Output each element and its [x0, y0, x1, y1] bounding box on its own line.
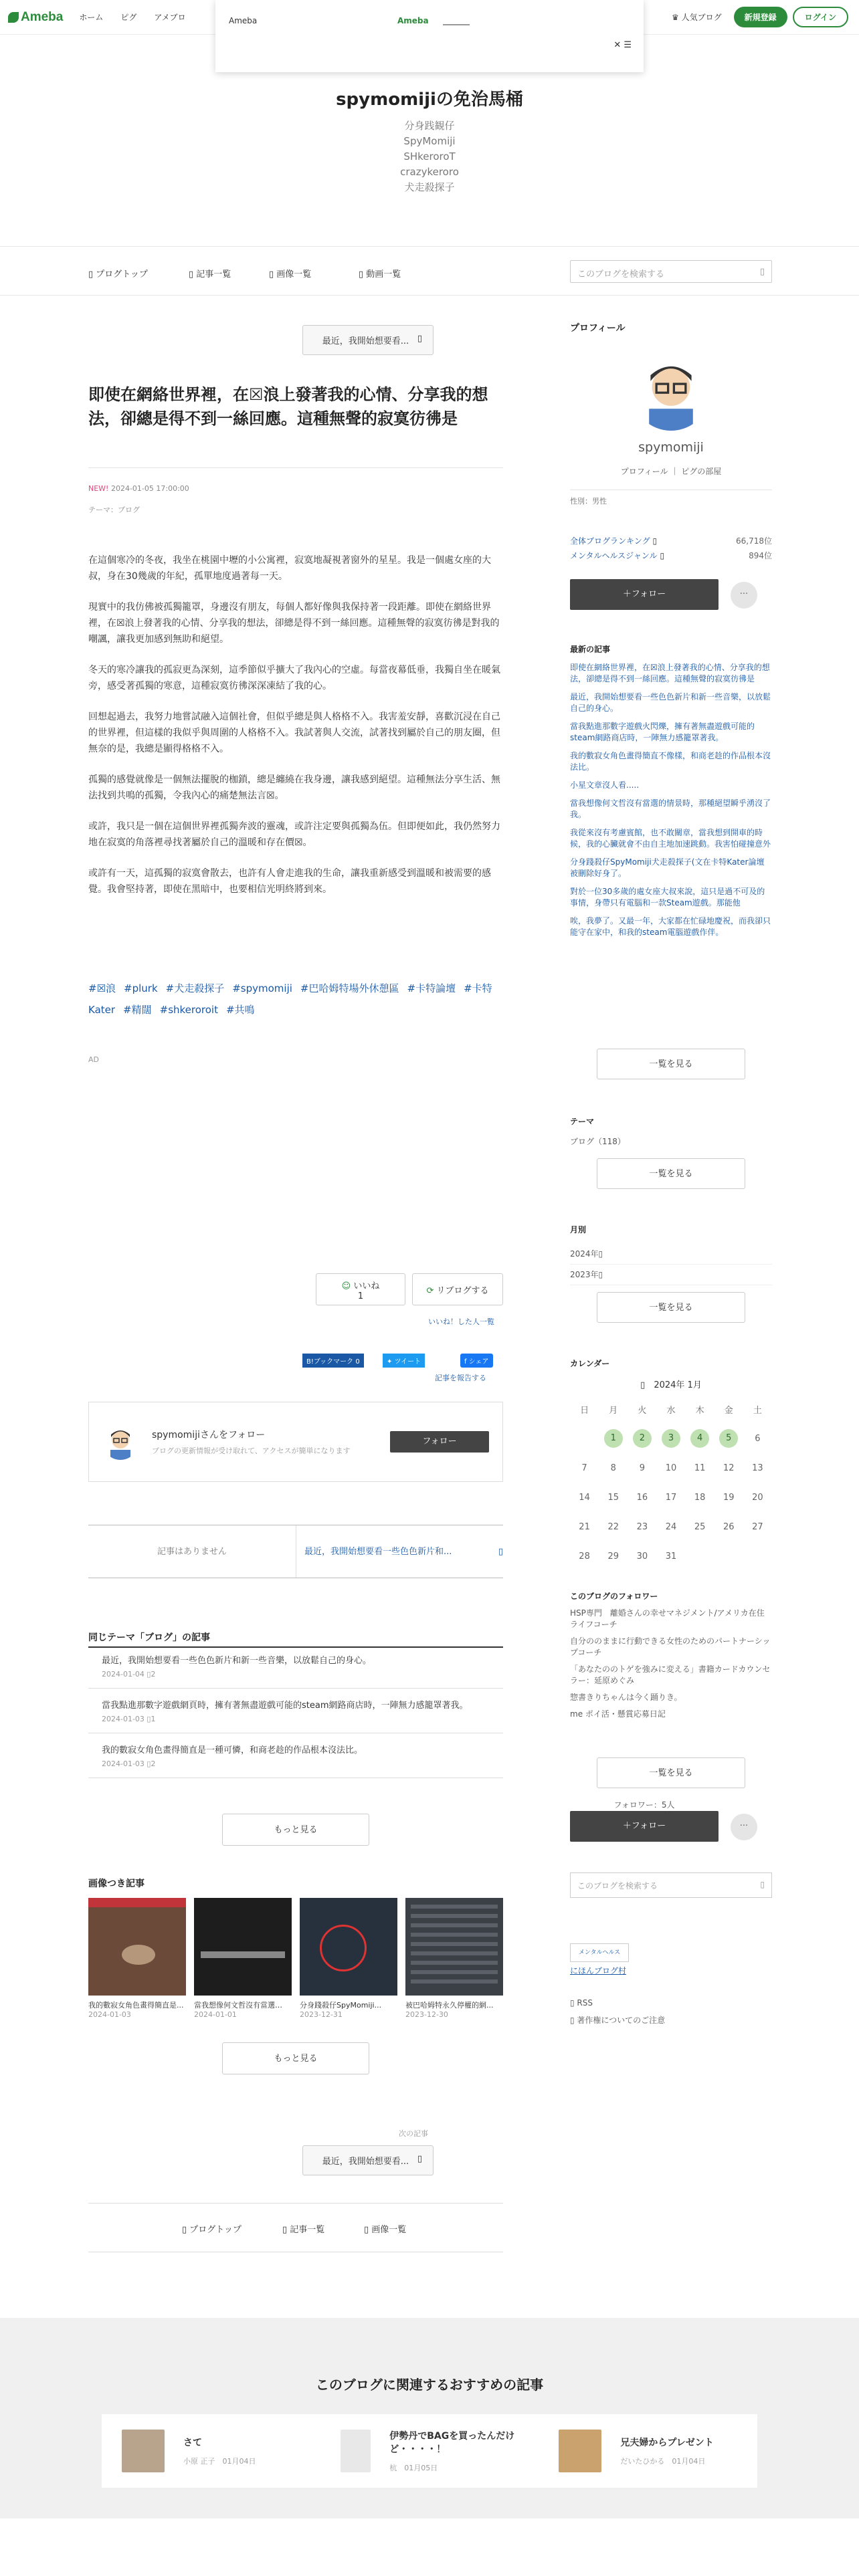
title-divider: [88, 467, 503, 468]
follow-button[interactable]: ＋フォロー: [570, 579, 719, 610]
nav-blog-top[interactable]: ▯ プログトップ: [88, 270, 148, 280]
next-entry-label: 次の記事: [399, 2129, 428, 2138]
nav-entry-list[interactable]: ▯ 記事一覧: [282, 2225, 325, 2235]
follower-item[interactable]: me ポイ活・懸賞応募日記: [570, 1709, 666, 1719]
search-icon[interactable]: ▯: [759, 267, 765, 277]
blogmura-link[interactable]: にほんブログ村: [570, 1966, 627, 1975]
ad-label: AD: [88, 1055, 99, 1064]
profile-links: プロフィール ｜ ピグの部屋: [620, 467, 722, 476]
calendar-heading: カレンダー: [570, 1359, 610, 1368]
tweet-button[interactable]: ✦ ツイート: [383, 1354, 425, 1368]
monthly-more-button[interactable]: 一覧を見る: [597, 1292, 745, 1323]
image-card[interactable]: 分身踐殺仔SpyMomiji... 2023-12-31: [300, 1898, 397, 2019]
recent-item[interactable]: 唉，我夢了。又最一年，大家都在忙碌地慶祝，而我卻只能守在家中，和我的steam電腦遊戲作伴。: [570, 916, 771, 937]
image-entries-heading: 画像つき記事: [88, 1879, 145, 1889]
recommend-card[interactable]: 兄夫婦からプレゼント だいたひかる 01月04日: [539, 2414, 757, 2488]
ranking: 全体ブログランキング ▯ 66,718位 メンタルヘルスジャンル ▯ 894位: [570, 536, 772, 560]
more-button[interactable]: もっと見る: [222, 1814, 369, 1846]
recommend-heading: このブログに関連するおすすめの記事: [315, 2377, 544, 2393]
recommend-section: [0, 2318, 859, 2518]
nav-pigg[interactable]: ピグ: [120, 13, 137, 22]
report-link[interactable]: 記事を報告する: [435, 1374, 486, 1382]
nav-image-list[interactable]: ▯ 画像一覧: [269, 270, 312, 280]
recent-item[interactable]: 當我點進那數字遊戲火閃爍，擁有著無盡遊戲可能的steam網路商店時，一陣無力感籠罩著我。: [570, 722, 755, 742]
monthly-list: [570, 1244, 772, 1285]
theme-heading: テーマ: [570, 1117, 595, 1126]
sidebar-search-input[interactable]: このブログを検索する ▯: [570, 1872, 772, 1898]
like-list-link[interactable]: いいね！した人一覧: [428, 1317, 494, 1326]
profile-name[interactable]: spymomiji: [638, 440, 704, 455]
rss-link[interactable]: ▯ RSS: [570, 1998, 593, 2008]
month-item[interactable]: 2023年▯: [570, 1265, 772, 1285]
like-icon: ☺: [341, 1281, 351, 1291]
hashtag[interactable]: #犬走殺探子: [165, 982, 225, 994]
nav-image-list[interactable]: ▯ 画像一覧: [364, 2225, 407, 2235]
mental-health-badge[interactable]: メンタルヘルス: [570, 1943, 629, 1962]
prev-entry: 記事はありません: [157, 1547, 227, 1557]
search-icon[interactable]: ▯: [760, 1880, 765, 1889]
list-item[interactable]: 最近，我開始想要看一些色色新片和新一些音樂，以放鬆自己的身心。 2024-01-04 ▯2: [88, 1648, 503, 1689]
nav-video-list[interactable]: ▯ 動画一覧: [359, 270, 401, 280]
follower-list: [570, 1608, 772, 1725]
calendar-title: ▯ 2024年 1月: [640, 1380, 702, 1390]
recommend-card[interactable]: さて 小原 正子 01月04日: [102, 2414, 320, 2488]
recent-heading: 最新の記事: [570, 645, 611, 654]
blog-header: [0, 86, 859, 195]
blog-nav: [0, 246, 859, 296]
nav-ameblo[interactable]: アメブロ: [154, 13, 186, 22]
follower-heading: このブログのフォロワー: [570, 1592, 658, 1601]
pigg-room-link[interactable]: ピグの部屋: [681, 467, 722, 476]
dropdown-tab[interactable]: Ameba: [397, 16, 429, 25]
nav-blog-top[interactable]: ▯ プログトップ: [182, 2225, 242, 2235]
month-item[interactable]: 2024年▯: [570, 1244, 772, 1265]
follow-button-2[interactable]: ＋フォロー: [570, 1811, 719, 1842]
hashtag[interactable]: #精闊: [123, 1004, 152, 1016]
follower-more-button[interactable]: 一覧を見る: [597, 1757, 745, 1788]
pager: [88, 1525, 503, 1578]
profile-avatar[interactable]: [632, 352, 710, 431]
same-theme-list: [88, 1646, 503, 1778]
twitter-icon: ✦: [387, 1358, 393, 1366]
nav-entry-list[interactable]: ▯ 記事一覧: [189, 270, 231, 280]
follow-card-button[interactable]: フォロー: [390, 1431, 489, 1453]
same-theme-heading: 同じテーマ「ブログ」の記事: [88, 1632, 210, 1643]
facebook-share-button[interactable]: f シェア: [460, 1354, 493, 1368]
reblog-button[interactable]: ⟳ リブログする: [412, 1273, 503, 1305]
theme-more-button[interactable]: 一覧を見る: [597, 1158, 745, 1189]
blog-title[interactable]: spymomijiの免治馬桶: [336, 90, 523, 110]
image-card[interactable]: 被巴哈姆特永久停權的網... 2023-12-30: [405, 1898, 503, 2019]
more-options-icon[interactable]: ···: [731, 582, 757, 609]
follow-card-desc: ブログの更新情報が受け取れて、アクセスが簡単になります: [152, 1446, 351, 1455]
ameba-logo[interactable]: Ameba: [8, 10, 63, 25]
hashtag[interactable]: #卡特論壇: [407, 982, 456, 994]
profile-heading: プロフィール: [570, 323, 626, 334]
article-title: 即使在網絡世界裡，在☒浪上發著我的心情、分享我的想法，卻總是得不到一絲回應。這種無聲的寂寞彷彿是: [88, 385, 488, 428]
copyright-link[interactable]: ▯ 著作権についてのご注意: [570, 2016, 666, 2025]
avatar: [102, 1424, 138, 1460]
next-entry[interactable]: 最近，我開始想要看一些色色新片和... ▯: [296, 1525, 503, 1578]
hashtag[interactable]: #spymomiji: [232, 982, 292, 994]
follower-count: フォロワー：5人: [613, 1800, 675, 1810]
list-item[interactable]: 當我點進那數字遊戲網頁時，擁有著無盡遊戲可能的steam網路商店時，一陣無力感籠罩著我。 2024-01-03 ▯1: [88, 1689, 503, 1733]
leaf-icon: [8, 12, 19, 23]
recent-item[interactable]: 對於一位30多歲的處女座大叔來說，這只是過不可及的事情，身帶只有電腦和一款Steam遊戲。那能他: [570, 887, 765, 907]
hashtag[interactable]: #卡特Kater: [88, 982, 492, 1016]
hashtag[interactable]: #巴哈姆特場外休憩區: [300, 982, 399, 994]
hashtag[interactable]: #shkeroroit: [159, 1004, 218, 1016]
article-body: 在這個寒冷的冬夜，我坐在桃園中壢的小公寓裡，寂寞地凝視著窗外的星星。我是一個處女座的大叔，身在30幾歲的年紀，孤單地度過著每一天。 現實中的我仿佛被孤獨籠罩，身邊沒有朋友，每個人都好像與我保持著一段距離。即使在網絡世界裡，在☒浪上發著我的心情、分享我的想法，卻總是得不到一絲回應。這種無聲的寂寞彷彿是對我的嘲諷，讓我更加感到無助和絕望。 冬天的寒冷讓我的孤寂更為深刻，這季節似乎擴大了我內心的空虛。每當夜幕低垂，我獨自坐在暖氣旁，感受著孤獨的寒意，這種寂寞彷彿深深凍結了我的心。 回想起過去，我努力地嘗試融入這個社會，但似乎總是與人格格不入。我害羞安靜，喜歡沉浸在自己的世界裡，但這樣的我似乎與周圍的人格格不入。我試著與人交流，試著找到屬於自己的朋友圈，但無奈的是，我總是顯得格格不入。 孤獨的感覺就像是一個無法擺脫的枷鎖，總是纏繞在我身邊，讓我感到絕望。這種無法分享生活、無法找到共鳴的孤獨，令我內心的痛楚無法言☒。 或許，我只是一個在這個世界裡孤獨奔波的靈魂，或許注定要與孤獨為伍。但即便如此，我仍然努力地在寂寞的角落裡尋找著屬於自己的溫暖和存在價☒。 或許有一天，這孤獨的寂寞會散去，也許有人會走進我的生命，讓我重新感受到溫暖和被需要的感覺。我會堅持著，即使在黑暗中，也要相信光明終將到來。: [88, 555, 500, 895]
theme-item[interactable]: ブログ（118）: [570, 1137, 626, 1146]
recent-item[interactable]: 我的數寂女角色畫得簡直不像樣，和商老趁的作品根本沒法比。: [570, 751, 771, 772]
reblog-icon: ⟳: [426, 1286, 434, 1296]
recent-item[interactable]: 即使在網絡世界裡，在☒浪上發著我的心情、分享我的想法，卻總是得不到一絲回應。這種無聲的寂寞彷彿是: [570, 663, 770, 683]
calendar: ▯ 2024年 1月 日 月 火 水 木 金 土 1 2 3 4 5 6 7 8 9 10 11 12 13 14 15 16 17 18 19 20 21 22 23 24 25 26 27 28 29 30 31: [570, 1374, 772, 1571]
more-options-icon[interactable]: ···: [731, 1814, 757, 1840]
genre-ranking-link[interactable]: メンタルヘルスジャンル: [570, 551, 658, 560]
dropdown-divider: [443, 24, 470, 25]
nav-home[interactable]: ホーム: [79, 13, 104, 22]
recent-item[interactable]: 分身踐殺仔SpyMomiji犬走殺探子(文在卡特Kater論壇被刪除好身了。: [570, 857, 765, 878]
next-entry-button[interactable]: 最近，我開始想要看... ▯: [302, 2145, 434, 2175]
global-nav: [79, 11, 203, 23]
follow-card-name: spymomijiさんをフォロー: [152, 1430, 266, 1440]
recent-entry-button[interactable]: 最近，我開始想要看... ▯: [302, 325, 434, 355]
ranking-link[interactable]: 全体ブログランキング: [570, 536, 650, 546]
recommend-cards: [102, 2414, 757, 2488]
bookmark-button[interactable]: B!ブックマーク 0: [302, 1354, 364, 1368]
follower-item[interactable]: 自分ののままに行動できる女性のためのパートナーシップコーチ: [570, 1636, 771, 1657]
article-date: NEW! 2024-01-05 17:00:00: [88, 484, 189, 493]
image-card[interactable]: 我的數寂女角色畫得簡直是... 2024-01-03: [88, 1898, 186, 2019]
follow-card: [88, 1402, 503, 1482]
hashtag[interactable]: #共鳴: [225, 1004, 255, 1016]
recent-item[interactable]: 我從來沒有考慮賓館，也不敢關章，當我想到開車的時候，我的心臟就會不由自主地加速跳動。我害怕碰撞意外: [570, 828, 771, 849]
recent-item[interactable]: 小星文章沒人看.....: [570, 780, 640, 790]
follower-item[interactable]: 惣書きりちゃんは今く踊りき。: [570, 1693, 682, 1702]
recent-more-button[interactable]: 一覧を見る: [597, 1049, 745, 1079]
recommend-card[interactable]: 伊勢丹でBAGを買ったんだけど・・・・！ 杭 01月05日: [320, 2414, 539, 2488]
close-icon[interactable]: ✕ ☰: [613, 40, 632, 50]
register-button[interactable]: 新規登録: [734, 7, 787, 27]
follower-item[interactable]: HSP専門 離婚さんの幸せマネジメント/アメリカ在住ライフコーチ: [570, 1608, 765, 1629]
monthly-heading: 月別: [570, 1225, 587, 1235]
like-button[interactable]: ☺ いいね 1: [316, 1273, 405, 1305]
hashtags: [88, 978, 503, 1021]
facebook-icon: f: [464, 1358, 467, 1366]
dropdown-label: Ameba: [229, 16, 258, 25]
recent-item[interactable]: 當我想像何文哲沒有當選的情景時，那種絕望瞬乎湧沒了我。: [570, 798, 771, 819]
prev-month-icon[interactable]: ▯: [640, 1380, 646, 1390]
blog-description: 分身践観仔 SpyMomiji SHkeroroT crazykeroro 犬走殺探子: [400, 120, 459, 193]
blog-search-input[interactable]: このブログを検索する ▯: [570, 260, 772, 283]
bottom-nav: [88, 2203, 503, 2252]
profile-sex: 性別：男性: [570, 490, 772, 506]
image-more-button[interactable]: もっと見る: [222, 2042, 369, 2074]
hashtag[interactable]: #☒浪: [88, 982, 116, 994]
header-dropdown: [215, 0, 644, 72]
profile-link[interactable]: プロフィール: [620, 467, 668, 476]
recent-item[interactable]: 最近，我開始想要看一些色色新片和新一些音樂，以放鬆自己的身心。: [570, 692, 771, 713]
popular-blogs-link[interactable]: ♛ 人気ブログ: [671, 13, 722, 22]
login-button[interactable]: ログイン: [793, 7, 848, 27]
recent-list: [570, 662, 772, 945]
article-theme[interactable]: テーマ：ブログ: [88, 506, 140, 514]
image-entries: [88, 1898, 503, 2019]
list-item[interactable]: 我的數寂女角色畫得簡直是一種可憐，和商老趁的作品根本沒法比。 2024-01-03 ▯2: [88, 1733, 503, 1778]
follower-item[interactable]: 「あなたののトゲを強みに変える」書籍カードカウンセラー：延原めぐみ: [570, 1665, 771, 1685]
image-card[interactable]: 當我想像何文哲沒有當選… 2024-01-01: [194, 1898, 292, 2019]
hashtag[interactable]: #plurk: [124, 982, 158, 994]
